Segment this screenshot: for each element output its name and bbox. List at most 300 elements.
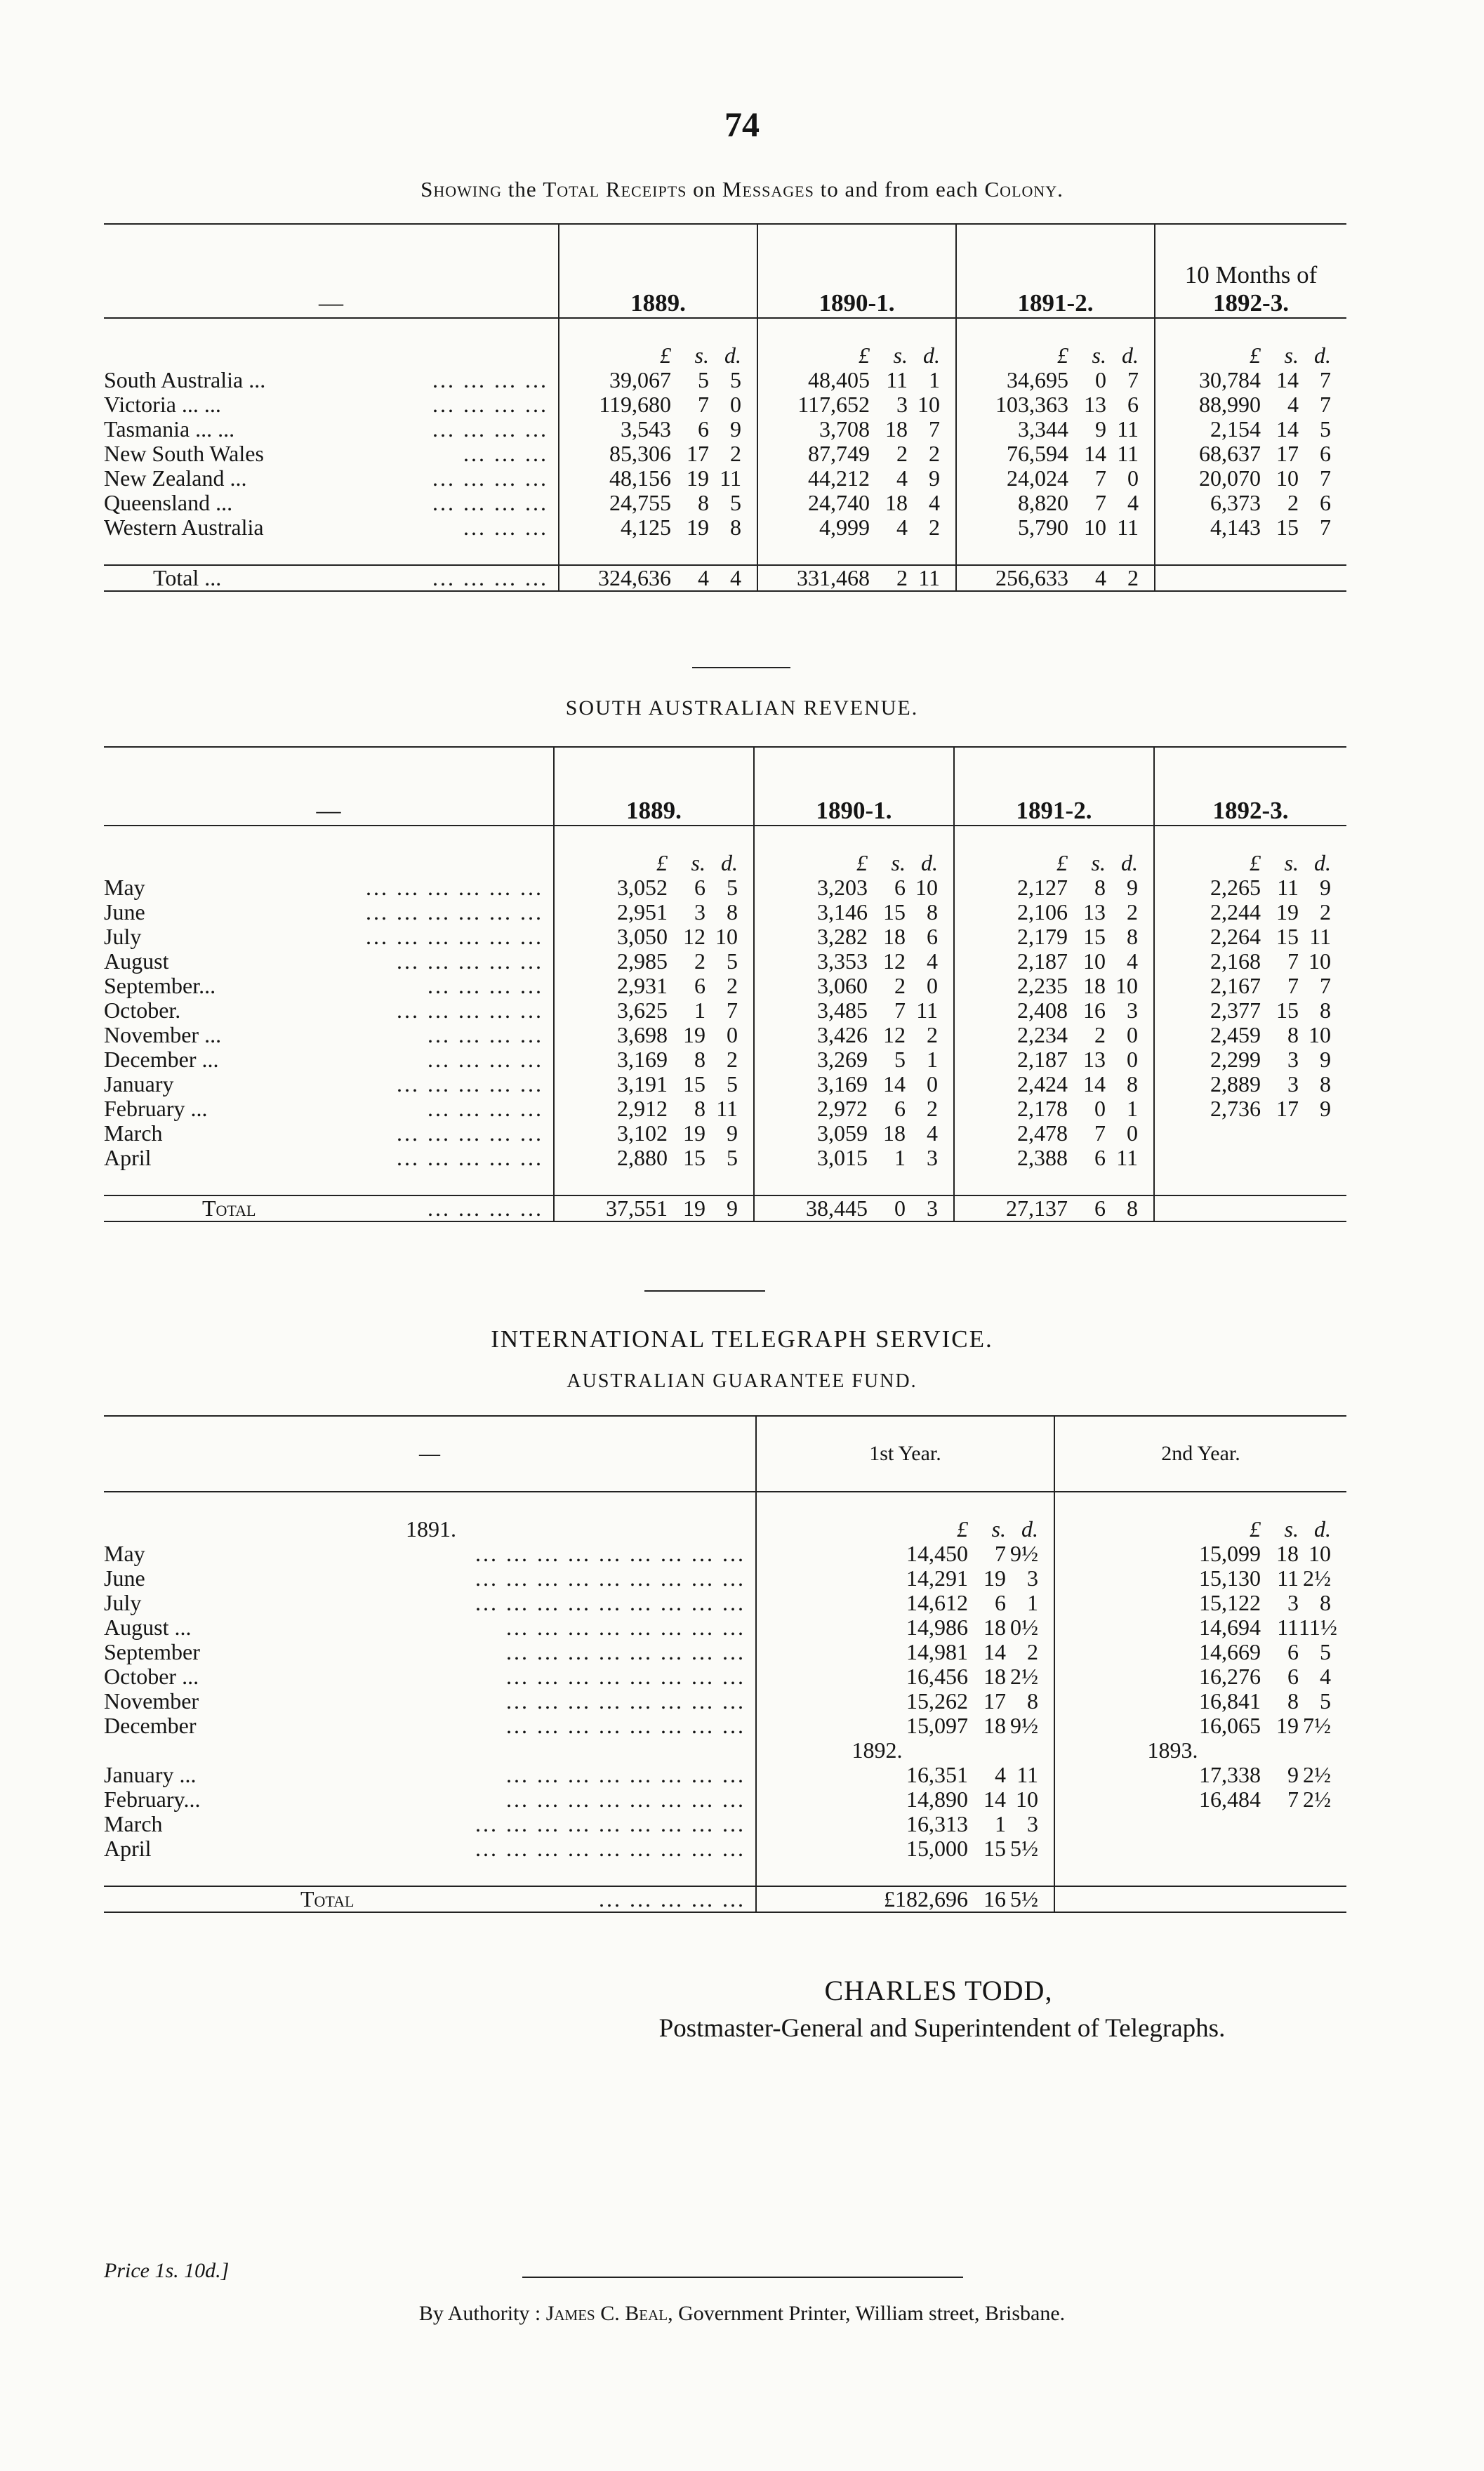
pounds: 2,106 [1017, 899, 1068, 925]
amount-cell [1054, 1763, 1346, 1787]
pounds: 15,130 [1199, 1565, 1261, 1591]
amount-cell [754, 1121, 954, 1146]
row-label-text: New South Wales [104, 441, 264, 466]
amount [1155, 466, 1346, 491]
leader-dots: ... ... ... ... ... ... ... ... ... [475, 1811, 746, 1836]
amount [757, 1714, 1054, 1738]
row-label [104, 515, 559, 540]
pence: 2½ [1303, 1762, 1331, 1787]
units-cell [956, 343, 1155, 368]
amount-cell [1154, 974, 1346, 998]
units [955, 851, 1153, 875]
shillings: 8 [694, 1096, 705, 1121]
pence: 7 [727, 998, 738, 1023]
shillings-unit: s. [1284, 343, 1299, 368]
shillings-unit: s. [694, 343, 709, 368]
amount [758, 392, 955, 417]
pounds: 2,889 [1210, 1071, 1261, 1097]
leader-dots: ... ... ... ... ... [397, 998, 543, 1023]
amount-cell [956, 442, 1155, 466]
amount-cell [954, 998, 1154, 1023]
units [757, 1517, 1054, 1542]
pounds: 4,999 [819, 515, 870, 540]
amount [755, 1047, 953, 1072]
table-row [104, 1023, 1346, 1047]
year-cell [1054, 1738, 1346, 1763]
row-label [104, 1664, 756, 1689]
row-label-text: April [104, 1836, 152, 1861]
table-row [104, 1763, 1346, 1787]
shillings: 18 [885, 416, 908, 442]
amount [1155, 974, 1346, 998]
shillings: 4 [1287, 392, 1299, 417]
pounds: 2,235 [1017, 973, 1068, 998]
amount-cell [756, 1615, 1054, 1640]
label-wrap [104, 949, 553, 974]
amount [955, 998, 1153, 1023]
table-row [104, 368, 1346, 392]
table-row [104, 392, 1346, 417]
amount [755, 1196, 953, 1221]
amount [1155, 1047, 1346, 1072]
pence: 4 [929, 490, 940, 515]
leader-dots: ... ... ... ... ... [397, 1071, 543, 1097]
leader-dots: ... ... ... ... ... [397, 1145, 543, 1170]
pence: 6 [1127, 392, 1139, 417]
total-row [104, 565, 1346, 591]
row-label [104, 1121, 554, 1146]
units [1055, 1517, 1346, 1542]
amount-cell [1054, 1615, 1346, 1640]
row-label [104, 998, 554, 1023]
pence: 0½ [1010, 1615, 1038, 1640]
pounds: 14,986 [906, 1615, 968, 1640]
shillings: 2 [694, 948, 705, 974]
pence: 2½ [1303, 1565, 1331, 1591]
leader-dots: ... ... ... ... ... ... ... ... ... [475, 1836, 746, 1861]
amount-cell [956, 392, 1155, 417]
empty-cell [104, 1170, 554, 1195]
table-row [104, 1146, 1346, 1170]
amount [1055, 1689, 1346, 1714]
pounds: 17,338 [1199, 1762, 1261, 1787]
shillings: 2 [1287, 490, 1299, 515]
pence: 1 [927, 1047, 938, 1072]
row-label-text: June [104, 1565, 145, 1591]
row-label-text: February... [104, 1787, 201, 1812]
amount-cell [1155, 466, 1346, 491]
empty-cell [754, 1170, 954, 1195]
column-header: 1891-2. [954, 747, 1154, 826]
leader-dots: ... ... ... ... [428, 1195, 543, 1221]
pounds: 27,137 [1006, 1195, 1068, 1221]
pence: 8 [1127, 1071, 1138, 1097]
label-wrap [104, 974, 553, 998]
pounds: 48,405 [808, 367, 870, 392]
row-label [104, 1640, 756, 1664]
amount-cell [1054, 1542, 1346, 1566]
amount [955, 925, 1153, 949]
table-row [104, 1640, 1346, 1664]
label-wrap [104, 1836, 755, 1861]
pence: 11½ [1299, 1615, 1337, 1640]
amount [755, 974, 953, 998]
pence: 9 [1320, 875, 1331, 900]
shillings: 8 [1287, 1688, 1299, 1714]
amount [757, 1640, 1054, 1664]
amount [1155, 875, 1346, 900]
amount [1155, 491, 1346, 515]
amount-cell [954, 925, 1154, 949]
gap-row [104, 318, 1346, 343]
pence-unit: d. [1314, 850, 1331, 875]
empty-cell [104, 1738, 756, 1763]
shillings: 4 [995, 1762, 1006, 1787]
pence: 9½ [1010, 1713, 1038, 1738]
pounds-unit: £ [656, 850, 668, 875]
shillings: 6 [1287, 1664, 1299, 1689]
label-wrap [104, 1196, 553, 1221]
pounds: 44,212 [808, 465, 870, 491]
pence-unit: d. [923, 343, 940, 368]
pence: 2 [730, 441, 741, 466]
pounds: 8,820 [1018, 490, 1068, 515]
sa-revenue-table [104, 746, 1346, 1222]
shillings: 15 [683, 1145, 705, 1170]
label-wrap [104, 1591, 755, 1615]
shillings: 13 [1084, 392, 1106, 417]
units [559, 343, 757, 368]
pounds: 2,127 [1017, 875, 1068, 900]
pence: 6 [1320, 490, 1331, 515]
pence: 2 [929, 441, 940, 466]
amount-cell [1054, 1566, 1346, 1591]
amount-cell [554, 998, 754, 1023]
pence: 7½ [1303, 1713, 1331, 1738]
table-row [104, 925, 1346, 949]
year-label: 1892. [852, 1737, 903, 1763]
pounds: 3,191 [617, 1071, 668, 1097]
amount-cell [756, 1886, 1054, 1912]
shillings: 14 [1084, 441, 1106, 466]
pounds: 2,167 [1210, 973, 1261, 998]
amount-cell [1154, 1097, 1346, 1121]
pounds: 3,344 [1018, 416, 1068, 442]
gap-row [104, 540, 1346, 565]
leader-dots: ... ... ... ... [432, 565, 548, 590]
amount-cell [754, 1072, 954, 1097]
shillings: 8 [1287, 1022, 1299, 1047]
shillings: 6 [698, 416, 709, 442]
shillings: 11 [886, 367, 908, 392]
amount [955, 1097, 1153, 1121]
amount [1055, 1566, 1346, 1591]
pounds: 2,478 [1017, 1120, 1068, 1146]
table-row [104, 1097, 1346, 1121]
row-label-text: August ... [104, 1615, 192, 1640]
pounds: 4,125 [621, 515, 671, 540]
empty-cell [757, 318, 956, 343]
units-label [104, 343, 559, 368]
table-row [104, 491, 1346, 515]
pence: 5 [730, 490, 741, 515]
row-label-text: February ... [104, 1096, 208, 1121]
amount-cell [954, 875, 1154, 900]
shillings: 6 [694, 973, 705, 998]
units-cell [1054, 1517, 1346, 1542]
pounds: 85,306 [609, 441, 671, 466]
leader-dots: ... ... ... ... [432, 490, 548, 515]
amount-cell [754, 1047, 954, 1072]
shillings: 17 [687, 441, 709, 466]
row-label [104, 1195, 554, 1221]
row-label-text: March [104, 1120, 163, 1146]
shillings: 14 [983, 1639, 1006, 1664]
row-label [104, 1836, 756, 1861]
label-wrap [104, 1787, 755, 1812]
pence: 0 [1127, 1047, 1138, 1072]
amount-cell [754, 1023, 954, 1047]
shillings: 7 [1287, 973, 1299, 998]
shillings: 12 [683, 924, 705, 949]
shillings-unit: s. [891, 850, 906, 875]
row-label-text: South Australia ... [104, 367, 266, 392]
units-cell [1154, 851, 1346, 875]
row-label [104, 1689, 756, 1714]
shillings: 3 [1287, 1071, 1299, 1097]
footer-rule [522, 2277, 963, 2278]
leader-dots: ... ... ... ... ... [397, 948, 543, 974]
amount [755, 998, 953, 1023]
shillings: 19 [1276, 1713, 1299, 1738]
pounds-unit: £ [660, 343, 671, 368]
gap-row [104, 1861, 1346, 1886]
amount-cell [756, 1689, 1054, 1714]
row-label-text: October. [104, 998, 181, 1023]
pounds-unit: £ [1250, 1516, 1261, 1542]
amount [957, 466, 1154, 491]
amount-cell [954, 1072, 1154, 1097]
amount [1055, 1542, 1346, 1566]
amount [755, 1023, 953, 1047]
shillings: 8 [698, 490, 709, 515]
imprint-printer: James C. Beal [545, 2302, 668, 2325]
title-word: Colony [984, 177, 1058, 201]
amount [757, 1887, 1054, 1912]
pence: 7 [1320, 367, 1331, 392]
amount [955, 974, 1153, 998]
amount [955, 900, 1153, 925]
shillings: 9 [1095, 416, 1106, 442]
pence: 10 [715, 924, 738, 949]
amount-cell [954, 974, 1154, 998]
pounds: 14,694 [1199, 1615, 1261, 1640]
shillings: 7 [1287, 1787, 1299, 1812]
shillings: 11 [1277, 875, 1299, 900]
pounds: 3,052 [617, 875, 668, 900]
amount-cell [754, 1097, 954, 1121]
row-label-text: Total ... [153, 565, 222, 590]
pence: 11 [1016, 1762, 1038, 1787]
row-label [104, 1542, 756, 1566]
pence: 0 [927, 1071, 938, 1097]
pounds: 38,445 [806, 1195, 868, 1221]
shillings: 16 [1083, 998, 1106, 1023]
pence: 11 [1117, 515, 1139, 540]
shillings-unit: s. [691, 850, 705, 875]
pounds: 3,015 [817, 1145, 868, 1170]
amount-cell [956, 368, 1155, 392]
amount-cell [1155, 368, 1346, 392]
empty-cell [956, 540, 1155, 565]
units-cell [757, 343, 956, 368]
shillings: 6 [995, 1590, 1006, 1615]
amount [758, 442, 955, 466]
pence: 2 [1127, 899, 1138, 925]
amount-cell [756, 1836, 1054, 1861]
units [755, 851, 953, 875]
pounds-unit: £ [859, 343, 870, 368]
shillings: 0 [1095, 367, 1106, 392]
amount [758, 491, 955, 515]
leader-dots: ... ... ... ... ... ... ... ... [506, 1639, 746, 1664]
pounds: 2,880 [617, 1145, 668, 1170]
amount-cell [1155, 515, 1346, 540]
pence-unit: d. [1314, 1516, 1331, 1542]
shillings-unit: s. [1091, 850, 1106, 875]
shillings: 4 [896, 465, 908, 491]
pounds: 3,102 [617, 1120, 668, 1146]
amount [755, 1146, 953, 1170]
empty-cell [754, 826, 954, 851]
pence: 8 [1127, 1195, 1138, 1221]
row-label [104, 1566, 756, 1591]
amount-cell [754, 900, 954, 925]
amount [1055, 1640, 1346, 1664]
amount-cell [756, 1640, 1054, 1664]
amount-cell [1054, 1886, 1346, 1912]
pence: 8 [1320, 998, 1331, 1023]
amount [555, 998, 753, 1023]
pounds: 16,065 [1199, 1713, 1261, 1738]
price-note: Price 1s. 10d.] [104, 2259, 230, 2282]
shillings: 19 [687, 465, 709, 491]
leader-dots: ... ... ... ... [428, 973, 543, 998]
pence: 2½ [1010, 1664, 1038, 1689]
pence: 11 [720, 465, 741, 491]
total-row [104, 1195, 1346, 1221]
pounds: 24,755 [609, 490, 671, 515]
amount [955, 1196, 1153, 1221]
amount-cell [1154, 1121, 1346, 1146]
pence: 5 [1320, 416, 1331, 442]
row-label [104, 1072, 554, 1097]
shillings: 19 [687, 515, 709, 540]
pounds-unit: £ [1250, 343, 1261, 368]
amount [559, 466, 757, 491]
table-row [104, 900, 1346, 925]
row-label [104, 1146, 554, 1170]
pence: 10 [1309, 1022, 1331, 1047]
pounds: 2,265 [1210, 875, 1261, 900]
amount-cell [956, 417, 1155, 442]
pounds-unit: £ [1056, 850, 1068, 875]
amount-cell [754, 949, 954, 974]
shillings: 8 [1094, 875, 1106, 900]
table1-title [0, 177, 1484, 202]
title-word: . [1057, 177, 1064, 201]
empty-cell [559, 318, 757, 343]
table-row [104, 417, 1346, 442]
pounds: 24,024 [1007, 465, 1068, 491]
amount [757, 1787, 1054, 1812]
column-header [1155, 224, 1346, 318]
shillings: 2 [1094, 1022, 1106, 1047]
shillings: 7 [1095, 465, 1106, 491]
pence: 1 [1027, 1590, 1038, 1615]
row-label [104, 974, 554, 998]
label-wrap [104, 875, 553, 900]
units [957, 343, 1154, 368]
label-wrap [104, 1689, 755, 1714]
pounds: 15,000 [906, 1836, 968, 1861]
amount-cell [954, 1047, 1154, 1072]
empty-cell [756, 1861, 1054, 1886]
row-label [104, 1615, 756, 1640]
empty-cell [954, 826, 1154, 851]
amount [555, 1047, 753, 1072]
shillings: 19 [683, 1195, 705, 1221]
amount-cell [757, 565, 956, 591]
pounds: 3,060 [817, 973, 868, 998]
label-wrap [104, 1664, 755, 1689]
amount [1155, 442, 1346, 466]
row-label [104, 466, 559, 491]
table-row [104, 1836, 1346, 1861]
pounds: 331,468 [797, 565, 870, 590]
shillings: 17 [1276, 441, 1299, 466]
pounds: 2,168 [1210, 948, 1261, 974]
pence: 5 [1320, 1639, 1331, 1664]
column-header: 1st Year. [756, 1416, 1054, 1492]
shillings: 10 [1276, 465, 1299, 491]
label-wrap [104, 392, 558, 417]
amount-cell [554, 949, 754, 974]
amount [1155, 1023, 1346, 1047]
pence: 9 [1320, 1096, 1331, 1121]
section-divider [692, 667, 790, 668]
table-row [104, 974, 1346, 998]
empty-cell [1154, 1170, 1346, 1195]
table-row [104, 1047, 1346, 1072]
amount-cell [756, 1763, 1054, 1787]
pence-unit: d. [724, 343, 741, 368]
leader-dots: ... ... ... ... ... ... [366, 899, 543, 925]
pounds: 14,669 [1199, 1639, 1261, 1664]
pence: 5 [727, 875, 738, 900]
amount-cell [757, 466, 956, 491]
row-label [104, 392, 559, 417]
pounds: 3,708 [819, 416, 870, 442]
amount-cell [954, 1121, 1154, 1146]
label-wrap [104, 566, 558, 590]
pence: 7 [1320, 392, 1331, 417]
leader-dots: ... ... ... ... ... [599, 1886, 746, 1912]
pounds: 3,426 [817, 1022, 868, 1047]
leader-dots: ... ... ... ... ... ... ... ... ... [475, 1541, 746, 1566]
pence: 2½ [1303, 1787, 1331, 1812]
pounds: 3,169 [817, 1071, 868, 1097]
